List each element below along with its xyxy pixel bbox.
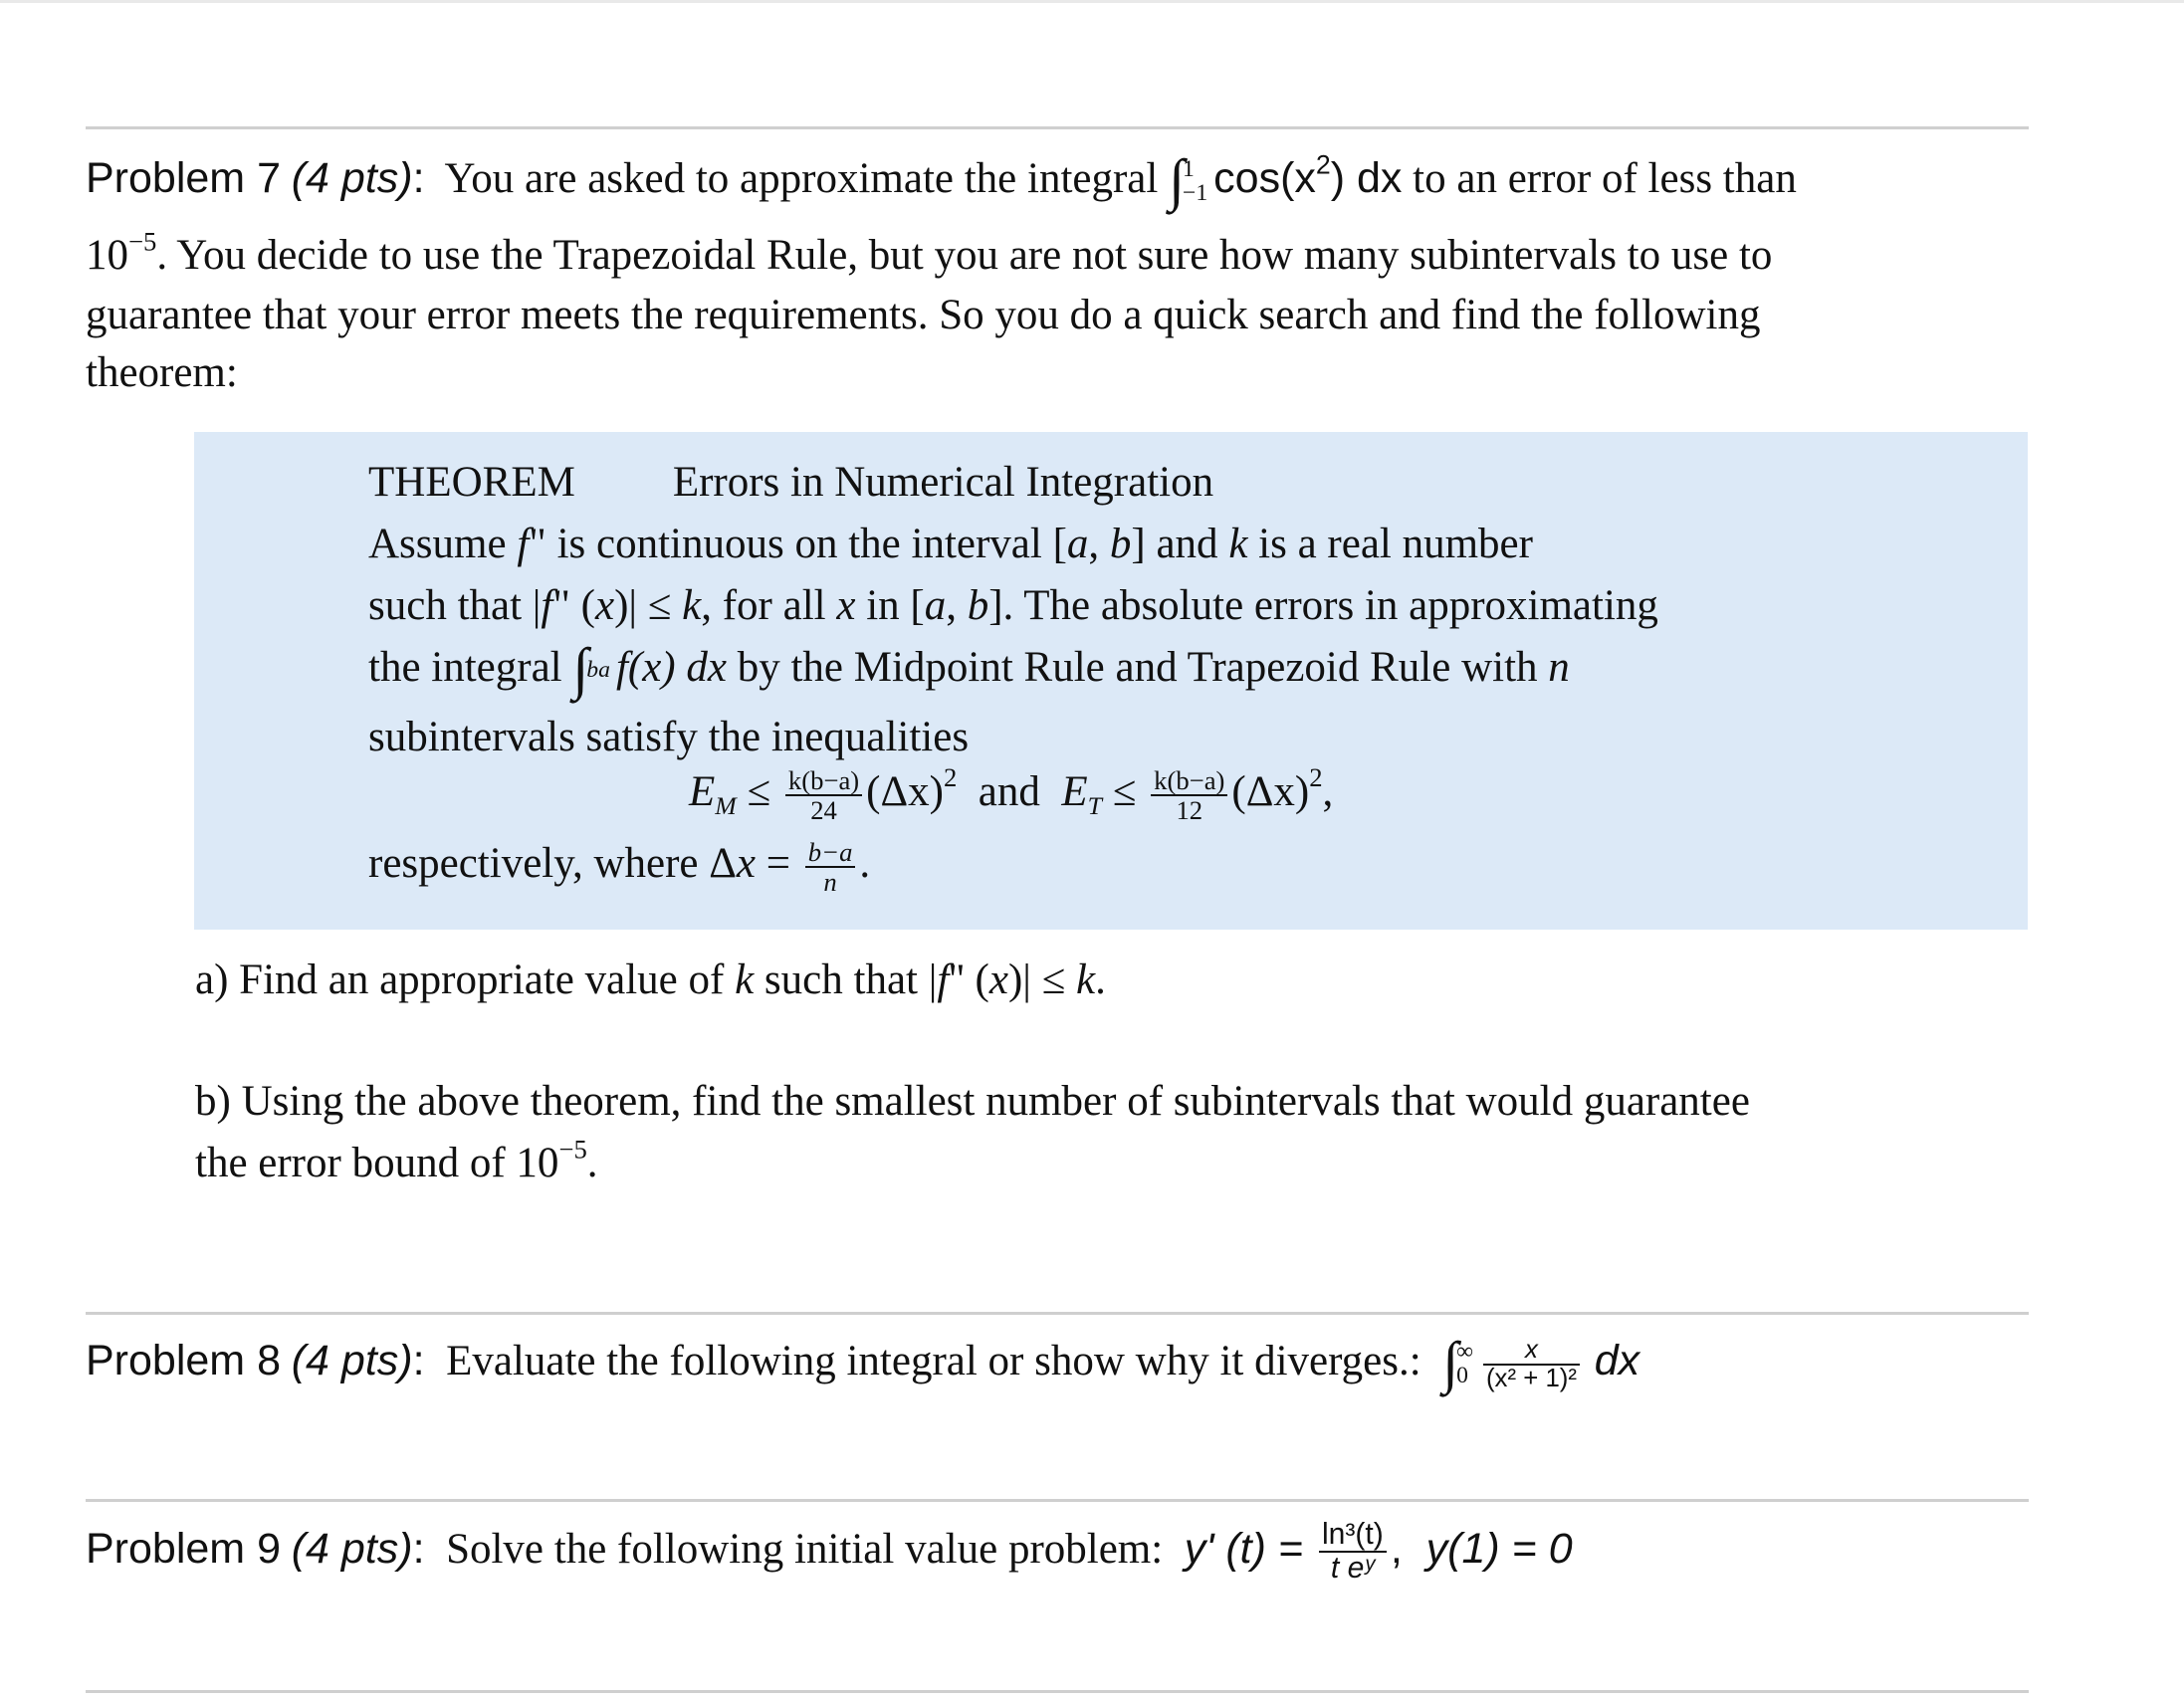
- theorem-line-2: such that |f" (x)| ≤ k, for all x in [a, b]. The absolute errors in approximating: [368, 582, 1658, 629]
- problem-9-points: (4 pts): [291, 1524, 413, 1573]
- problem-9-text: Solve the following initial value problem:: [446, 1525, 1164, 1573]
- part-a-question: a) Find an appropriate value of k such that |f'' (x)| ≤ k.: [195, 956, 1106, 1003]
- divider-bottom: [86, 1690, 2029, 1693]
- problem-9-equation: y' (t) = $\frac{\text{ln³(t)}}{\text{t eʸ}}$ , y(1) = 0: [1184, 1518, 1573, 1585]
- problem-9-label: Problem 9: [86, 1524, 281, 1573]
- integral-sign-icon: ∫: [1442, 1329, 1459, 1394]
- theorem-title: Errors in Numerical Integration: [672, 459, 1214, 506]
- integral-sign-icon: ∫: [1169, 146, 1185, 212]
- theorem-line-6: respectively, where Δx = $\frac{b-a}{n}$ .: [368, 837, 871, 897]
- problem-9-initial-condition: y(1) = 0: [1425, 1524, 1573, 1573]
- problem-7-label: Problem 7: [86, 154, 281, 202]
- problem-8-points: (4 pts): [291, 1337, 413, 1384]
- problem-7-line-1: Problem 7 (4 pts): You are asked to approximate the integral ∫ 1 −1 $\cos(x^2)$ dx to an error of less than: [86, 146, 1797, 212]
- part-b-question-line-2: the error bound of $10^{-5}$.: [195, 1134, 598, 1186]
- integral-sign-icon: ∫: [572, 635, 589, 701]
- problem-8-text: Evaluate the following integral or show why it diverges.:: [446, 1338, 1421, 1384]
- problem-7-line-2: $10^{-5}$. You decide to use the Trapezoidal Rule, but you are not sure how many subintervals to use to: [86, 226, 1773, 279]
- problem-7-intro: You are asked to approximate the integral: [444, 155, 1159, 202]
- divider-problem-8: [86, 1312, 2029, 1315]
- problem-8-line: Problem 8 (4 pts): Evaluate the following integral or show why it diverges.: ∫ ∞ 0 $\frac{x}{\text{(x² + 1)²}}$ dx: [86, 1329, 1640, 1394]
- theorem-line-4: subintervals satisfy the inequalities: [368, 714, 970, 760]
- problem-9-line: Problem 9 (4 pts): Solve the following initial value problem: y' (t) = $\frac{\text{ln³(t)}}{\text{t eʸ}}$ , y(1) = 0: [86, 1518, 1573, 1585]
- problem-8-label: Problem 8: [86, 1337, 281, 1384]
- problem-7-points: (4 pts): [291, 154, 413, 202]
- part-b-question-line-1: b) Using the above theorem, find the smallest number of subintervals that would guarantee: [195, 1078, 1750, 1125]
- divider-problem-9: [86, 1499, 2029, 1502]
- theorem-heading: THEOREM Errors in Numerical Integration: [368, 459, 1214, 506]
- problem-7-integral: ∫ 1 −1 $\cos(x^2)$ dx: [1169, 146, 1403, 212]
- problem-7-intro-tail: to an error of less than: [1413, 155, 1797, 202]
- problem-7-line-3: guarantee that your error meets the requirements. So you do a quick search and find the following: [86, 292, 1761, 338]
- divider-problem-7: [86, 126, 2029, 129]
- theorem-line-1: Assume f" is continuous on the interval [a, b] and k is a real number: [368, 521, 1533, 567]
- theorem-inequalities: $E_M$ ≤ $\frac{k(b-a)}{24}$ $(\Delta x)^2$ and $E_T$ ≤ $\frac{k(b-a)}{12}$ $(\Delta x)^2$,: [689, 762, 1334, 825]
- theorem-line-3: the integral ∫ba f(x) dx by the Midpoint Rule and Trapezoid Rule with n: [368, 635, 1570, 701]
- theorem-box: [194, 432, 2028, 930]
- problem-8-integral: ∫ ∞ 0 $\frac{x}{\text{(x² + 1)²}}$ dx: [1442, 1329, 1640, 1394]
- problem-7-line-4: theorem:: [86, 349, 238, 396]
- top-edge: [0, 0, 2184, 3]
